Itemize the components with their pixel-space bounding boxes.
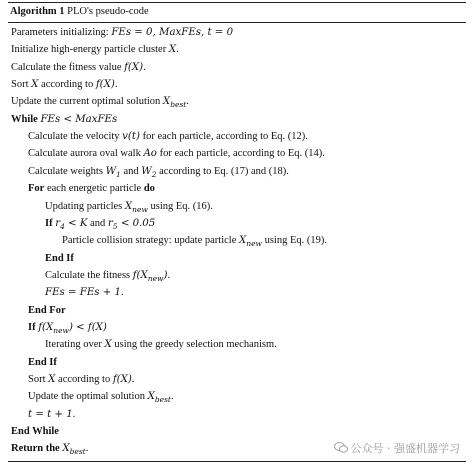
line-text: Particle collision strategy: update particle [62, 235, 239, 247]
math-expression: f(X) [95, 79, 115, 91]
code-line [28, 165, 289, 182]
line-text: and [120, 165, 142, 177]
code-line [28, 321, 107, 338]
math-expression: X [48, 374, 56, 385]
code-line [11, 26, 233, 40]
code-line [45, 269, 170, 286]
math-expression: $f(X_{new})$ [132, 269, 168, 283]
line-text: for each particle, according to Eq. (14). [156, 148, 325, 160]
line-text: . [85, 443, 89, 455]
keyword: For [28, 183, 45, 195]
code-line [28, 408, 75, 422]
code-line [45, 252, 74, 266]
math-expression: $r_5 < 0.05$ [107, 217, 156, 231]
top-rule [8, 2, 466, 3]
keyword: End If [45, 252, 74, 264]
math-expression: FEs = FEs + 1 [45, 287, 121, 299]
math-expression: $X_{best}$ [147, 391, 171, 405]
math-expression: f(X) [124, 61, 144, 73]
line-text: using Eq. (19). [261, 235, 327, 247]
math-expression: v(t) [122, 131, 140, 143]
keyword: End If [28, 356, 57, 368]
keyword: Return the [11, 443, 63, 455]
code-line [28, 130, 308, 144]
math-expression: FEs < MaxFEs [40, 113, 118, 125]
keyword: do [143, 183, 155, 195]
line-text: . [131, 374, 135, 385]
line-text: Calculate the fitness [45, 269, 133, 281]
math-expression: $X_{new}$ [238, 235, 262, 249]
code-line [28, 356, 57, 370]
algorithm-title: PLO's pseudo-code [67, 6, 149, 17]
math-expression: Ao [143, 148, 157, 160]
code-line [28, 182, 155, 196]
code-line [11, 61, 146, 75]
code-line [28, 147, 325, 161]
line-text: . [186, 96, 189, 108]
code-line [11, 43, 179, 57]
line-text: . [170, 391, 174, 403]
line-text: according to [38, 79, 96, 91]
wechat-icon [334, 442, 348, 453]
keyword: End While [11, 426, 59, 438]
code-line [28, 304, 66, 318]
line-text: Calculate the velocity [28, 131, 123, 143]
code-line [45, 200, 213, 217]
code-line [11, 78, 117, 92]
line-text: . [167, 269, 171, 281]
math-expression: $r_4 < K$ [55, 217, 88, 231]
keyword: If [28, 321, 39, 333]
algorithm-caption [10, 5, 149, 19]
line-text: . [72, 408, 76, 420]
math-expression: $X_{new}$ [124, 200, 148, 214]
watermark [334, 440, 461, 456]
algorithm-label: Algorithm 1 [10, 6, 65, 17]
line-text: Calculate weights [28, 165, 106, 177]
watermark-text: 公众号 · 强盛机器学习 [350, 442, 460, 455]
line-text: using the greedy selection mechanism. [111, 339, 277, 351]
keyword: While [11, 113, 41, 125]
line-text: according to Eq. (17) and (18). [156, 165, 289, 177]
line-text: Sort [11, 79, 32, 91]
math-expression: $W_1$ [105, 165, 121, 179]
line-text: according to [55, 374, 113, 385]
line-text: Calculate the fitness value [11, 61, 125, 73]
code-line [11, 442, 88, 459]
line-text: each energetic particle [44, 183, 144, 195]
line-text: . [176, 44, 179, 56]
line-text: for each particle, according to Eq. (12). [139, 131, 308, 143]
math-expression: $X_{best}$ [62, 443, 86, 457]
caption-rule [8, 22, 466, 23]
code-line [11, 425, 59, 439]
code-line [28, 373, 134, 387]
code-line [45, 286, 124, 300]
line-text: Iterating over [45, 339, 105, 351]
line-text: Update the optimal solution [28, 391, 148, 403]
math-expression: f(X) [112, 374, 132, 385]
line-text: Initialize high-energy particle cluster [11, 44, 169, 56]
math-expression: FEs = 0, MaxFEs, t = 0 [111, 27, 234, 38]
code-line [11, 113, 117, 127]
keyword: If [45, 217, 56, 229]
line-text: . [114, 79, 118, 91]
math-expression: t = t + 1 [28, 408, 73, 420]
code-line [62, 234, 327, 251]
line-text: . [143, 61, 146, 73]
line-text: Calculate aurora oval walk [28, 148, 144, 160]
math-expression: $f(X_{new}) < f(X)$ [38, 321, 107, 335]
line-text: Sort [28, 374, 49, 385]
math-expression: $X_{best}$ [162, 96, 187, 110]
math-expression: X [31, 79, 39, 91]
math-expression: X [168, 44, 177, 56]
line-text: Parameters initializing: [11, 27, 112, 38]
code-line [45, 338, 277, 352]
line-text: . [120, 287, 124, 299]
bottom-rule [8, 461, 466, 462]
line-text: using Eq. (16). [147, 200, 213, 212]
code-line [45, 217, 155, 234]
math-expression: $W_2$ [141, 165, 157, 179]
math-expression: X [104, 339, 112, 351]
line-text: Update the current optimal solution [11, 96, 163, 108]
code-line [28, 390, 174, 407]
line-text: Updating particles [45, 200, 125, 212]
code-line [11, 95, 189, 112]
line-text: and [87, 217, 108, 229]
keyword: End For [28, 304, 66, 316]
